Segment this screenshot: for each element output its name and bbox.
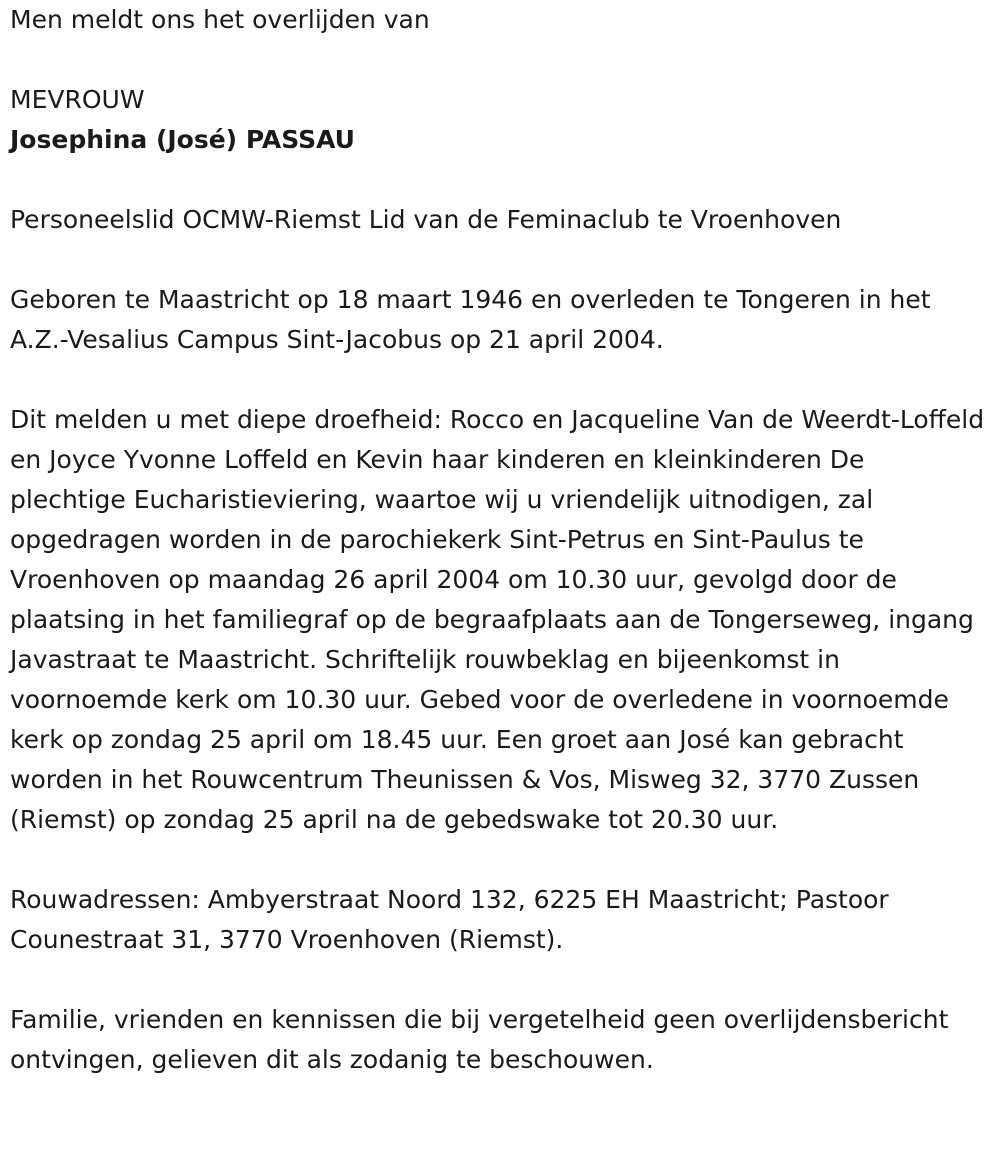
closing-paragraph: Familie, vrienden en kennissen die bij vergetelheid geen overlijdensbericht ontvingen, gelieven dit als zodanig te beschouwen.	[10, 1005, 949, 1074]
spacer	[10, 960, 985, 1000]
affiliation-line: Personeelslid OCMW-Riemst Lid van de Feminaclub te Vroenhoven	[10, 205, 842, 234]
spacer	[10, 160, 985, 200]
death-notice	[10, 0, 985, 1080]
deceased-name: Josephina (José) PASSAU	[10, 125, 355, 154]
addresses-paragraph: Rouwadressen: Ambyerstraat Noord 132, 6225 EH Maastricht; Pastoor Counestraat 31, 3770 Vroenhoven (Riemst).	[10, 885, 889, 954]
spacer	[10, 40, 985, 80]
spacer	[10, 240, 985, 280]
intro-line: Men meldt ons het overlijden van	[10, 5, 430, 34]
announcement-paragraph: Dit melden u met diepe droefheid: Rocco en Jacqueline Van de Weerdt-Loffeld en Joyce Yvonne Loffeld en Kevin haar kinderen en kleinkinderen De plechtige Eucharistieviering, waartoe wij u vriendelijk uitnodigen, zal opgedragen worden in de parochiekerk Sint-Petrus en Sint-Paulus te Vroenhoven op maandag 26 april 2004 om 10.30 uur, gevolgd door de plaatsing in het familiegraf op de begraafplaats aan de Tongerseweg, ingang Javastraat te Maastricht. Schriftelijk rouwbeklag en bijeenkomst in voornoemde kerk om 10.30 uur. Gebed voor de overledene in voornoemde kerk op zondag 25 april om 18.45 uur. Een groet aan José kan gebracht worden in het Rouwcentrum Theunissen & Vos, Misweg 32, 3770 Zussen (Riemst) op zondag 25 april na de gebedswake tot 20.30 uur.	[10, 405, 985, 834]
spacer	[10, 360, 985, 400]
salutation: MEVROUW	[10, 85, 145, 114]
spacer	[10, 840, 985, 880]
birth-death-paragraph: Geboren te Maastricht op 18 maart 1946 en overleden te Tongeren in het A.Z.-Vesalius Campus Sint-Jacobus op 21 april 2004.	[10, 285, 931, 354]
